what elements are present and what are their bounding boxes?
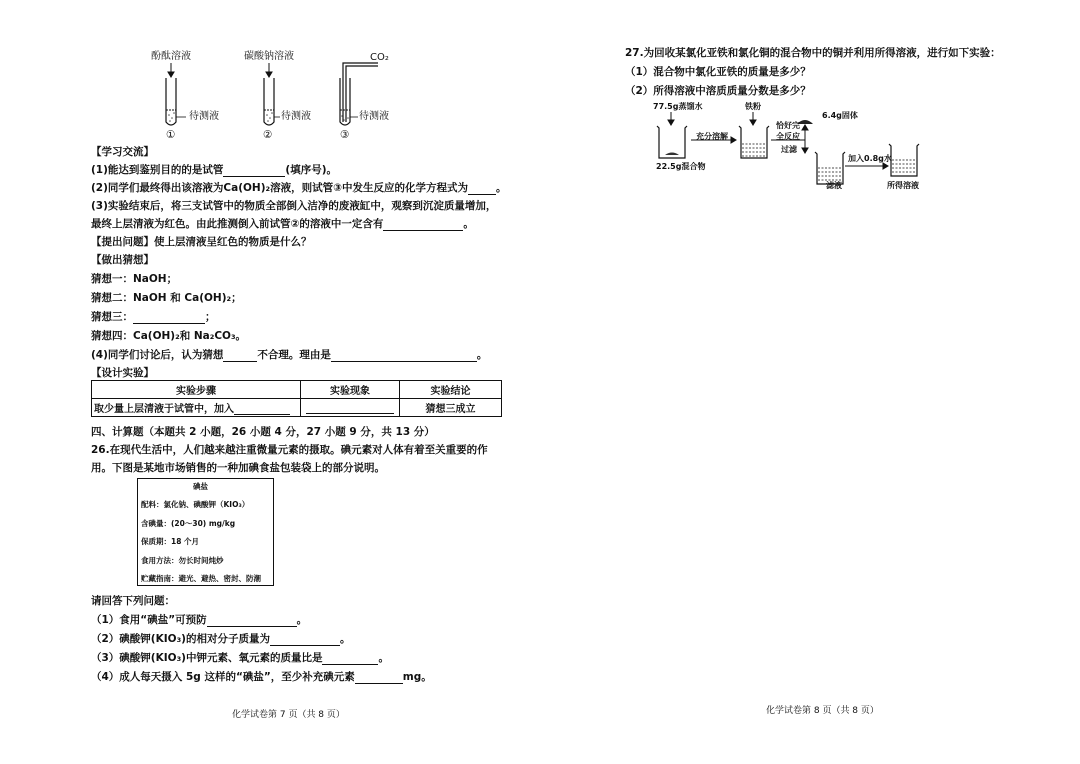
reagent-label-co2: CO₂ bbox=[370, 52, 389, 63]
salt-label-usage: 食用方法：勿长时间炖炒 bbox=[141, 556, 224, 565]
section-design-heading: 【设计实验】 bbox=[91, 367, 154, 379]
answer-blank-4b[interactable] bbox=[331, 350, 477, 362]
guess-2: 猜想二：NaOH 和 Ca(OH)₂； bbox=[91, 292, 242, 304]
sub-question-1: （1）食用“碘盐”可预防 。 bbox=[91, 614, 308, 626]
iodized-salt-label bbox=[137, 478, 274, 586]
diagram-label-mixture: 22.5g混合物 bbox=[656, 162, 706, 171]
liquid-label-2: 待测液 bbox=[281, 111, 311, 122]
answer-blank-26-1[interactable] bbox=[207, 615, 297, 627]
liquid-label-1: 待测液 bbox=[189, 111, 219, 122]
diagram-label-filter: 过滤 bbox=[781, 145, 797, 154]
section-4-heading: 四、计算题（本题共 2 小题，26 小题 4 分，27 小题 9 分，共 13 分） bbox=[91, 426, 435, 438]
answer-blank-26-3[interactable] bbox=[322, 653, 378, 665]
tube-number-2: ② bbox=[263, 129, 273, 141]
question-27: 27.为回收某氯化亚铁和氯化铜的混合物中的铜并利用所得溶液，进行如下实验： bbox=[625, 47, 1001, 59]
answer-blank-guess3[interactable] bbox=[133, 312, 205, 324]
test-tube-1 bbox=[166, 78, 176, 125]
test-tube-2 bbox=[264, 78, 274, 125]
diagram-label-add-water: 加入0.8g水 bbox=[848, 154, 892, 163]
liquid-label-3: 待测液 bbox=[359, 111, 389, 122]
guess-3: 猜想三： ； bbox=[91, 311, 216, 323]
diagram-label-result: 所得溶液 bbox=[887, 181, 919, 190]
test-tube-figure bbox=[150, 60, 390, 135]
answer-blank-reagent[interactable] bbox=[234, 403, 290, 415]
guess-4: 猜想四：Ca(OH)₂和 Na₂CO₃。 bbox=[91, 330, 247, 342]
table-cell-conclusion: 猜想三成立 bbox=[400, 399, 502, 417]
page-footer-right: 化学试卷第 8 页（共 8 页） bbox=[766, 706, 879, 716]
diagram-label-dissolve: 充分溶解 bbox=[696, 132, 728, 141]
question-4: (4)同学们讨论后，认为猜想 不合理。理由是 。 bbox=[91, 349, 488, 361]
salt-label-ingredients: 配料：氯化钠、碘酸钾（KIO₃） bbox=[141, 500, 250, 509]
diagram-label-solid: 6.4g固体 bbox=[822, 111, 858, 120]
guess-1: 猜想一：NaOH； bbox=[91, 273, 178, 285]
answer-intro: 请回答下列问题： bbox=[91, 595, 175, 607]
table-cell-phenomenon[interactable] bbox=[301, 399, 400, 417]
question-26-line2: 用。下图是某地市场销售的一种加碘食盐包装袋上的部分说明。 bbox=[91, 462, 385, 474]
sub-question-3: （3）碘酸钾(KIO₃)中钾元素、氧元素的质量比是 。 bbox=[91, 652, 389, 664]
tube-number-3: ③ bbox=[340, 129, 350, 141]
answer-blank-3[interactable] bbox=[383, 219, 463, 231]
section-question-heading: 【提出问题】使上层清液呈红色的物质是什么？ bbox=[91, 236, 312, 248]
diagram-label-water: 77.5g蒸馏水 bbox=[653, 102, 703, 111]
question-27-part2: （2）所得溶液中溶质质量分数是多少？ bbox=[625, 85, 811, 97]
answer-blank-4a[interactable] bbox=[223, 350, 257, 362]
beaker-reaction bbox=[739, 126, 769, 158]
page-footer-left: 化学试卷第 7 页（共 8 页） bbox=[232, 710, 345, 720]
question-1: (1)能达到鉴别目的的是试管 (填序号)。 bbox=[91, 164, 338, 176]
question-2: (2)同学们最终得出该溶液为Ca(OH)₂溶液，则试管③中发生反应的化学方程式为 。 bbox=[91, 182, 507, 194]
answer-blank-26-2[interactable] bbox=[270, 634, 340, 646]
table-header-phenomenon: 实验现象 bbox=[301, 381, 400, 399]
answer-blank-2[interactable] bbox=[468, 183, 496, 195]
experiment-design-table bbox=[91, 380, 502, 417]
salt-label-shelf-life: 保质期：18 个月 bbox=[141, 537, 200, 546]
question-26-line1: 26.在现代生活中，人们越来越注重微量元素的摄取。碘元素对人体有着至关重要的作 bbox=[91, 444, 488, 456]
answer-blank-1[interactable] bbox=[223, 165, 285, 177]
question-3-line1: (3)实验结束后，将三支试管中的物质全部倒入洁净的废液缸中，观察到沉淀质量增加， bbox=[91, 200, 497, 212]
diagram-label-filtrate: 滤液 bbox=[826, 181, 842, 190]
salt-label-title: 碘盐 bbox=[193, 482, 208, 491]
section-learn-heading: 【学习交流】 bbox=[91, 146, 154, 158]
answer-blank-26-4[interactable] bbox=[355, 672, 403, 684]
table-header-conclusion: 实验结论 bbox=[400, 381, 502, 399]
diagram-label-react2: 全反应 bbox=[776, 132, 800, 141]
section-guess-heading: 【做出猜想】 bbox=[91, 254, 154, 266]
reagent-label-sodium-carbonate: 碳酸钠溶液 bbox=[244, 51, 294, 62]
tube-number-1: ① bbox=[166, 129, 176, 141]
question-3-line2: 最终上层清液为红色。由此推测倒入前试管②的溶液中一定含有 。 bbox=[91, 218, 474, 230]
question-27-part1: （1）混合物中氯化亚铁的质量是多少？ bbox=[625, 66, 811, 78]
table-cell-step: 取少量上层清液于试管中，加入 bbox=[92, 399, 301, 417]
salt-label-iodine-content: 含碘量：(20～30) mg/kg bbox=[141, 519, 236, 528]
reagent-label-phenolphthalein: 酚酞溶液 bbox=[151, 51, 191, 62]
answer-blank-phenomenon[interactable] bbox=[306, 402, 394, 414]
sub-question-2: （2）碘酸钾(KIO₃)的相对分子质量为 。 bbox=[91, 633, 351, 645]
diagram-label-iron: 铁粉 bbox=[745, 102, 761, 111]
salt-label-storage: 贮藏指南：避光、避热、密封、防潮 bbox=[141, 574, 261, 583]
sub-question-4: （4）成人每天摄入 5g 这样的“碘盐”，至少补充碘元素 mg。 bbox=[91, 671, 432, 683]
table-header-step: 实验步骤 bbox=[92, 381, 301, 399]
diagram-label-react1: 恰好完 bbox=[776, 121, 800, 130]
